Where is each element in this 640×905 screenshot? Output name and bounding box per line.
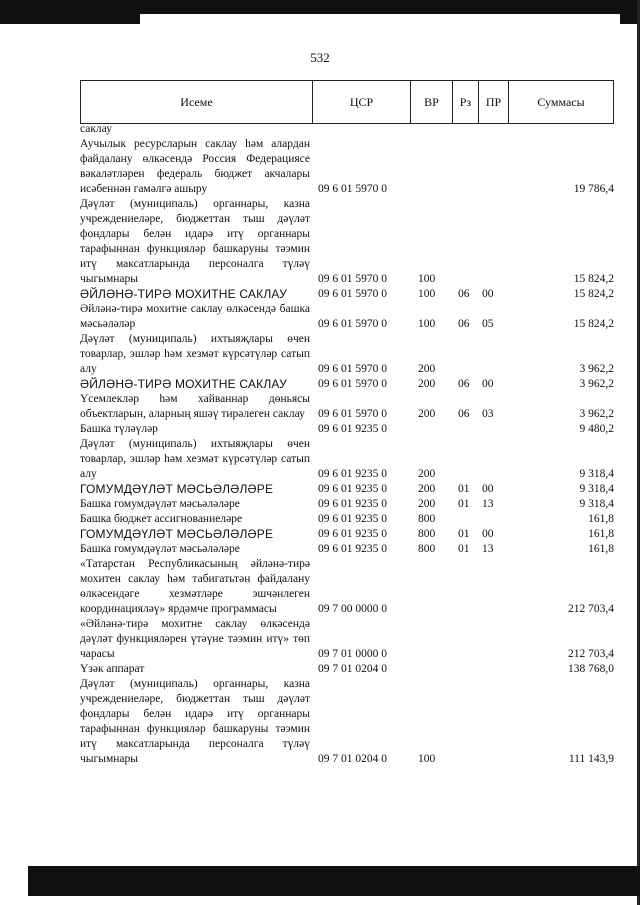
row-name: Дәүләт (муниципаль) ихтыяҗлары өчен товарлар, эшләр һәм хезмәт күрсәтүләр сатып алу [80,438,310,480]
row-rz: 06 [458,408,470,420]
row-name: Дәүләт (муниципаль) органнары, казна учреждениеләре, бюджеттан тыш дәүләт фондлары белән идарә итү органнары тарафыннан функцияләр башкаруны тәэмин итү максатларында персоналга түләү чыгымнары [80,198,310,285]
row-sum: 212 703,4 [568,648,614,660]
table-row [80,197,614,287]
row-sum: 138 768,0 [568,663,614,675]
header-sum: Суммасы [537,95,585,109]
table-row [80,677,614,767]
row-csr: 09 6 01 5970 0 [318,183,387,195]
row-name: Әйләнә-тирә мохитне саклау өлкәсендә башка мәсьәләләр [80,303,310,330]
table-row [80,287,614,302]
row-sum: 161,8 [588,528,614,540]
row-csr: 09 6 01 5970 0 [318,363,387,375]
row-name: ГОМУМДӘҮЛӘТ МӘСЬӘЛӘЛӘРЕ [80,527,274,541]
header-rz: Рз [453,81,479,123]
table-row [80,302,614,332]
row-rz: 06 [458,378,470,390]
row-sum: 3 962,2 [579,408,614,420]
row-rz: 01 [458,528,470,540]
scan-border-bottom [28,866,640,896]
table-row [80,527,614,542]
row-name: ӘЙЛӘНӘ-ТИРӘ МОХИТНЕ САКЛАУ [80,287,287,301]
row-name: ГОМУМДӘҮЛӘТ МӘСЬӘЛӘЛӘРЕ [80,482,274,496]
header-name: Исеме [81,81,313,123]
row-vr: 100 [418,273,436,285]
table-row [80,122,614,137]
row-name: Башка гомумдәүләт мәсьәләләре [80,498,240,510]
row-sum: 161,8 [588,543,614,555]
row-vr: 800 [418,513,436,525]
table-row [80,482,614,497]
row-sum: 212 703,4 [568,603,614,615]
row-sum: 9 318,4 [579,483,614,495]
row-vr: 800 [418,528,436,540]
row-name: ӘЙЛӘНӘ-ТИРӘ МОХИТНЕ САКЛАУ [80,377,287,391]
header-pr: ПР [479,81,509,123]
row-name: Башка бюджет ассигнованиеләре [80,513,243,525]
scan-border-top-left [0,0,140,24]
row-vr: 100 [418,753,436,765]
row-rz: 01 [458,498,470,510]
row-name: саклау [80,123,112,135]
table-row [80,137,614,197]
row-vr: 200 [418,498,436,510]
row-vr: 200 [418,483,436,495]
row-pr: 00 [482,528,494,540]
row-sum: 161,8 [588,513,614,525]
table-row [80,542,614,557]
row-csr: 09 7 01 0204 0 [318,663,387,675]
row-sum: 15 824,2 [573,288,614,300]
row-sum: 111 143,9 [568,753,614,765]
row-vr: 200 [418,378,436,390]
row-name: Дәүләт (муниципаль) ихтыяҗлары өчен товарлар, эшләр һәм хезмәт күрсәтүләр сатып алу [80,333,310,375]
row-csr: 09 6 01 5970 0 [318,378,387,390]
row-pr: 05 [482,318,494,330]
row-sum: 3 962,2 [579,378,614,390]
row-name: Башка түләүләр [80,423,158,435]
row-csr: 09 6 01 9235 0 [318,483,387,495]
table-row [80,497,614,512]
row-sum: 15 824,2 [573,273,614,285]
row-vr: 200 [418,408,436,420]
row-pr: 03 [482,408,494,420]
row-vr: 800 [418,543,436,555]
row-csr: 09 6 01 9235 0 [318,423,387,435]
row-pr: 00 [482,483,494,495]
row-csr: 09 7 00 0000 0 [318,603,387,615]
row-pr: 00 [482,288,494,300]
table-row [80,617,614,662]
row-sum: 9 318,4 [579,498,614,510]
header-csr: ЦСР [313,81,411,123]
row-rz: 06 [458,288,470,300]
table-row [80,392,614,422]
row-csr: 09 6 01 9235 0 [318,498,387,510]
row-sum: 19 786,4 [573,183,614,195]
row-vr: 200 [418,363,436,375]
row-pr: 00 [482,378,494,390]
row-name: «Әйләнә-тирә мохитне саклау өлкәсендә дәүләт функцияләрен үтәүне тәэмин итү» төп чарасы [80,618,310,660]
row-csr: 09 7 01 0000 0 [318,648,387,660]
row-vr: 100 [418,288,436,300]
row-name: Дәүләт (муниципаль) органнары, казна учреждениеләре, бюджеттан тыш дәүләт фондлары белән идарә итү органнары тарафыннан функцияләр башкаруны тәэмин итү максатларында персоналга түләү чыгымнары [80,678,310,765]
row-csr: 09 6 01 9235 0 [318,468,387,480]
table-header [80,80,614,124]
page-number: 532 [310,50,330,65]
row-sum: 9 318,4 [579,468,614,480]
table-row [80,512,614,527]
row-sum: 15 824,2 [573,318,614,330]
row-sum: 3 962,2 [579,363,614,375]
row-name: Үсемлекләр һәм хайваннар дөньясы объектларын, аларның яшәү тирәлеген саклау [80,393,310,420]
table-body [80,122,614,767]
row-rz: 01 [458,483,470,495]
row-sum: 9 480,2 [579,423,614,435]
table-row [80,332,614,377]
row-name: Үзәк аппарат [80,663,145,675]
row-pr: 13 [482,498,494,510]
header-vr: ВР [411,81,453,123]
table-row [80,437,614,482]
row-vr: 200 [418,468,436,480]
table-row [80,557,614,617]
row-csr: 09 6 01 5970 0 [318,288,387,300]
row-csr: 09 6 01 5970 0 [318,318,387,330]
table-row [80,422,614,437]
row-pr: 13 [482,543,494,555]
row-vr: 100 [418,318,436,330]
row-name: «Татарстан Республикасының әйләнә-тирә мохитен саклау һәм табигатьтән файдалану өлкәсендәге хезмәтләре эшчәнлеген координацияләү» ярдәмче программасы [80,558,310,615]
row-rz: 01 [458,543,470,555]
row-rz: 06 [458,318,470,330]
table-row [80,377,614,392]
row-csr: 09 6 01 5970 0 [318,408,387,420]
row-csr: 09 6 01 5970 0 [318,273,387,285]
row-csr: 09 7 01 0204 0 [318,753,387,765]
row-name: Аучылык ресурсларын саклау һәм алардан файдалану өлкәсендә Россия Федерациясе вәкаләтләрен федераль бюджет акчалары исәбеннән гамәлгә ашыру [80,138,310,195]
row-csr: 09 6 01 9235 0 [318,513,387,525]
row-name: Башка гомумдәүләт мәсьәләләре [80,543,240,555]
table-row [80,662,614,677]
row-csr: 09 6 01 9235 0 [318,528,387,540]
row-csr: 09 6 01 9235 0 [318,543,387,555]
